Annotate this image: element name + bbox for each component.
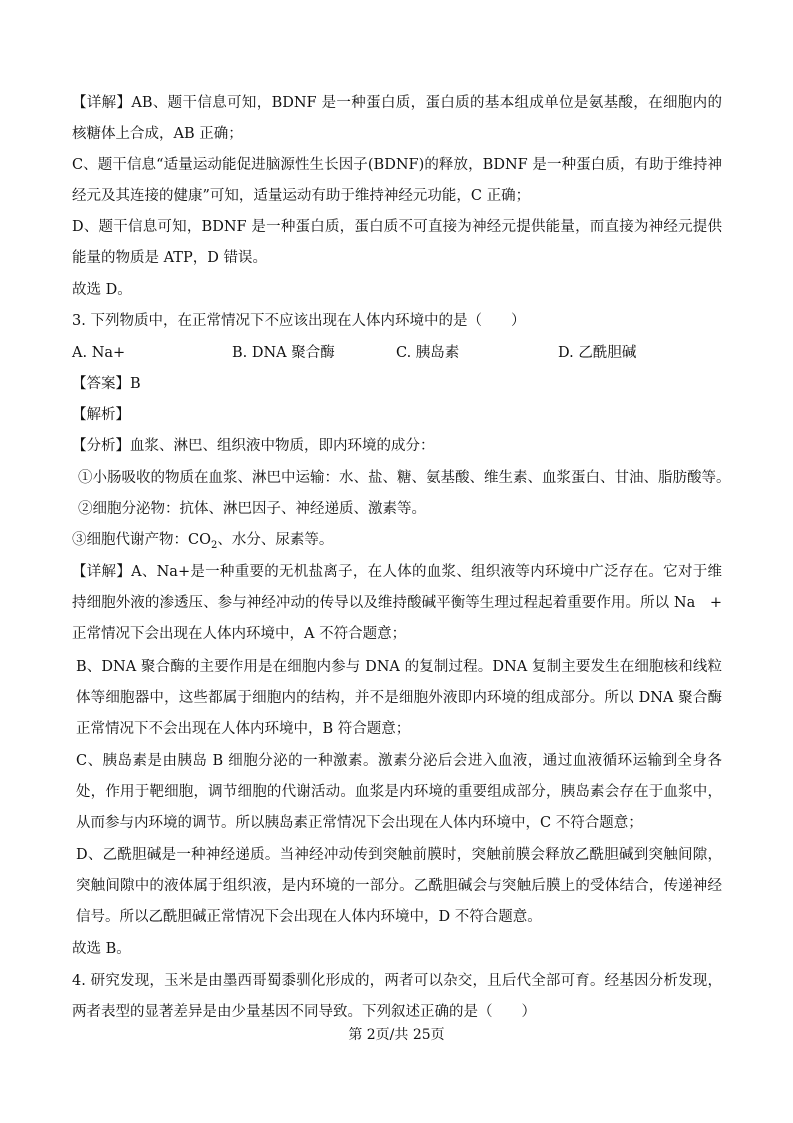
- analysis-point-1: ①小肠吸收的物质在血浆、淋巴中运输：水、盐、糖、氨基酸、维生素、血浆蛋白、甘油、脂肪酸等。: [78, 470, 731, 486]
- page-number-footer: 第 2页/共 25页: [348, 1027, 445, 1043]
- analysis-intro: 【分析】血浆、淋巴、组织液中物质，即内环境的成分：: [72, 438, 435, 454]
- option-a: A. Na+: [72, 345, 126, 361]
- question-4-stem: 4. 研究发现，玉米是由墨西哥蜀黍驯化形成的，两者可以杂交，且后代全部可育。经基因分析发现，两者表型的显著差异是由少量基因不同导致。下列叙述正确的是（ ）: [72, 973, 722, 1020]
- detail-b-paragraph: B、DNA 聚合酶的主要作用是在细胞内参与 DNA 的复制过程。DNA 复制主要发生在细胞核和线粒体等细胞器中，这些都属于细胞内的结构，并不是细胞外液即内环境的组成部分。所以 DNA 聚合酶正常情况下不会出现在人体内环境中，B 符合题意；: [76, 659, 722, 737]
- option-c: C. 胰岛素: [396, 345, 460, 361]
- analysis-heading: 【解析】: [72, 407, 130, 423]
- conclusion-q3: 故选 B。: [72, 941, 131, 957]
- conclusion-q2: 故选 D。: [72, 282, 132, 298]
- detail-d-paragraph-q3: D、乙酰胆碱是一种神经递质。当神经冲动传到突触前膜时，突触前膜会释放乙酰胆碱到突触间隙，突触间隙中的液体属于组织液，是内环境的一部分。乙酰胆碱会与突触后膜上的受体结合，传递神经信号。所以乙酰胆碱正常情况下会出现在人体内环境中，D 不符合题意。: [76, 847, 722, 925]
- detail-d-paragraph: D、题干信息可知，BDNF 是一种蛋白质，蛋白质不可直接为神经元提供能量，而直接为神经元提供能量的物质是 ATP，D 错误。: [72, 219, 722, 266]
- answer-label: 【答案】B: [72, 376, 141, 392]
- question-3-stem: 3. 下列物质中，在正常情况下不应该出现在人体内环境中的是（ ）: [72, 313, 526, 329]
- option-d: D. 乙酰胆碱: [558, 345, 637, 361]
- detail-ab-paragraph: 【详解】AB、题干信息可知，BDNF 是一种蛋白质，蛋白质的基本组成单位是氨基酸，在细胞内的核糖体上合成，AB 正确；: [72, 95, 722, 142]
- analysis-point-3: ③细胞代谢产物：$CO_2$、水分、尿素等。: [72, 532, 334, 551]
- option-b: B. DNA 聚合酶: [232, 345, 335, 361]
- detail-c-paragraph: C、题干信息“适量运动能促进脑源性生长因子(BDNF)的释放，BDNF 是一种蛋白质，有助于维持神经元及其连接的健康”可知，适量运动有助于维持神经元功能，C 正确；: [72, 157, 722, 204]
- detail-c-paragraph-q3: C、胰岛素是由胰岛 B 细胞分泌的一种激素。激素分泌后会进入血液，通过血液循环运输到全身各处，作用于靶细胞，调节细胞的代谢活动。血浆是内环境的重要组成部分，胰岛素会存在于血浆中，从而参与内环境的调节。所以胰岛素正常情况下会出现在人体内环境中，C 不符合题意；: [76, 753, 722, 831]
- analysis-point-2: ②细胞分泌物：抗体、淋巴因子、神经递质、激素等。: [78, 501, 426, 517]
- detail-a-paragraph: 【详解】A、Na+是一种重要的无机盐离子，在人体的血浆、组织液等内环境中广泛存在。它对于维持细胞外液的渗透压、参与神经冲动的传导以及维持酸碱平衡等生理过程起着重要作用。所以 Na + 正常情况下会出现在人体内环境中，A 不符合题意；: [72, 564, 737, 642]
